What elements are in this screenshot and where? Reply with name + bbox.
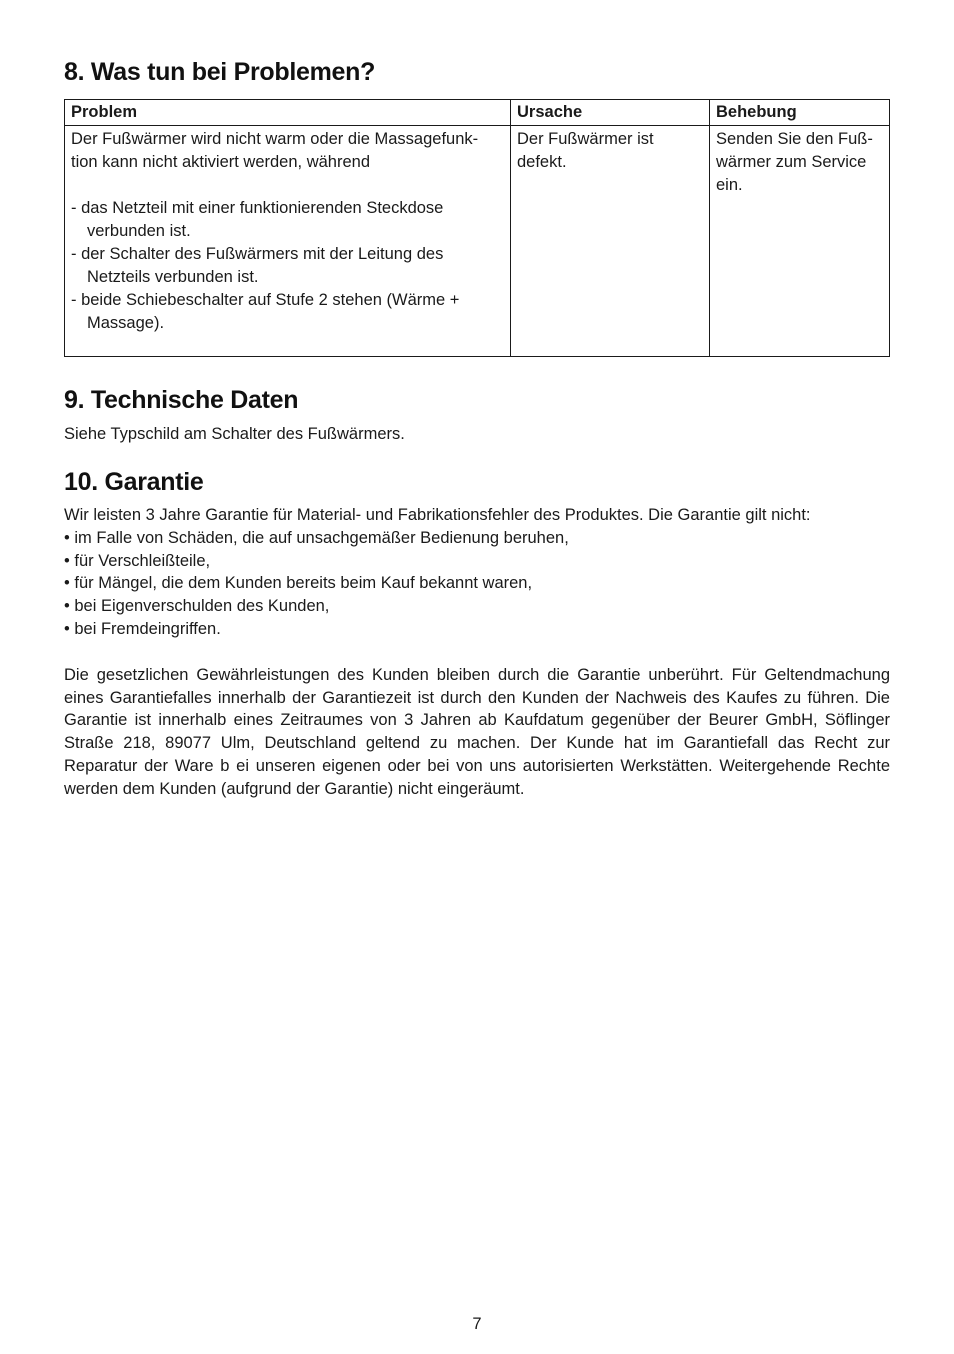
troubleshooting-table — [64, 99, 890, 357]
header-behebung: Behebung — [710, 100, 890, 126]
problem-cell — [65, 126, 511, 357]
behebung-cell — [710, 126, 890, 357]
problem-item: - der Schalter des Fußwärmers mit der Leitung des Netzteils verbunden ist. — [71, 245, 444, 286]
list-item: • im Falle von Schäden, die auf unsachgemäßer Bedienung beruhen, — [64, 527, 890, 550]
warranty-block — [64, 504, 890, 801]
list-item: • für Mängel, die dem Kunden bereits beim Kauf bekannt waren, — [64, 572, 890, 595]
problem-item: - das Netzteil mit einer funktionierenden Steckdose verbunden ist. — [71, 199, 444, 240]
header-problem: Problem — [65, 100, 511, 126]
section-8-heading: 8. Was tun bei Problemen? — [64, 58, 376, 86]
page-number: 7 — [472, 1315, 482, 1333]
behebung-text: Senden Sie den Fuß-wärmer zum Service ein. — [716, 130, 873, 194]
list-item: • bei Fremdeingriffen. — [64, 618, 890, 641]
warranty-intro: Wir leisten 3 Jahre Garantie für Material- und Fabrikationsfehler des Produktes. Die Garantie gilt nicht: — [64, 506, 811, 524]
section-9-heading: 9. Technische Daten — [64, 386, 299, 414]
header-ursache: Ursache — [511, 100, 710, 126]
list-item: • bei Eigenverschulden des Kunden, — [64, 595, 890, 618]
problem-intro: Der Fußwärmer wird nicht warm oder die Massagefunk-tion kann nicht aktiviert werden, während — [71, 130, 479, 171]
technical-data-text: Siehe Typschild am Schalter des Fußwärmers. — [64, 425, 405, 443]
ursache-text: Der Fußwärmer ist defekt. — [517, 130, 654, 171]
section-10-heading: 10. Garantie — [64, 468, 204, 496]
table-header-row — [65, 100, 890, 126]
list-item: • für Verschleißteile, — [64, 550, 890, 573]
warranty-paragraph: Die gesetzlichen Gewährleistungen des Kunden bleiben durch die Garantie unberührt. Für Geltendmachung eines Garantiefalles innerhalb der Garantiezeit ist durch den Kunden der Nachweis des Kaufes zu führen. Die Garantie ist innerhalb eines Zeitraumes von 3 Jahren ab Kaufdatum gegenüber der Beurer GmbH, Söflinger Straße 218, 89077 Ulm, Deutschland geltend zu machen. Der Kunde hat im Garantiefall das Recht zur Reparatur der Ware b ei unseren eigenen oder bei von uns autorisierten Werkstätten. Weitergehende Rechte werden dem Kunden (aufgrund der Garantie) nicht eingeräumt. — [64, 665, 890, 798]
table-row — [65, 126, 890, 357]
ursache-cell — [511, 126, 710, 357]
warranty-exclusions-list — [64, 527, 890, 641]
problem-item: - beide Schiebeschalter auf Stufe 2 stehen (Wärme + Massage). — [71, 291, 460, 332]
